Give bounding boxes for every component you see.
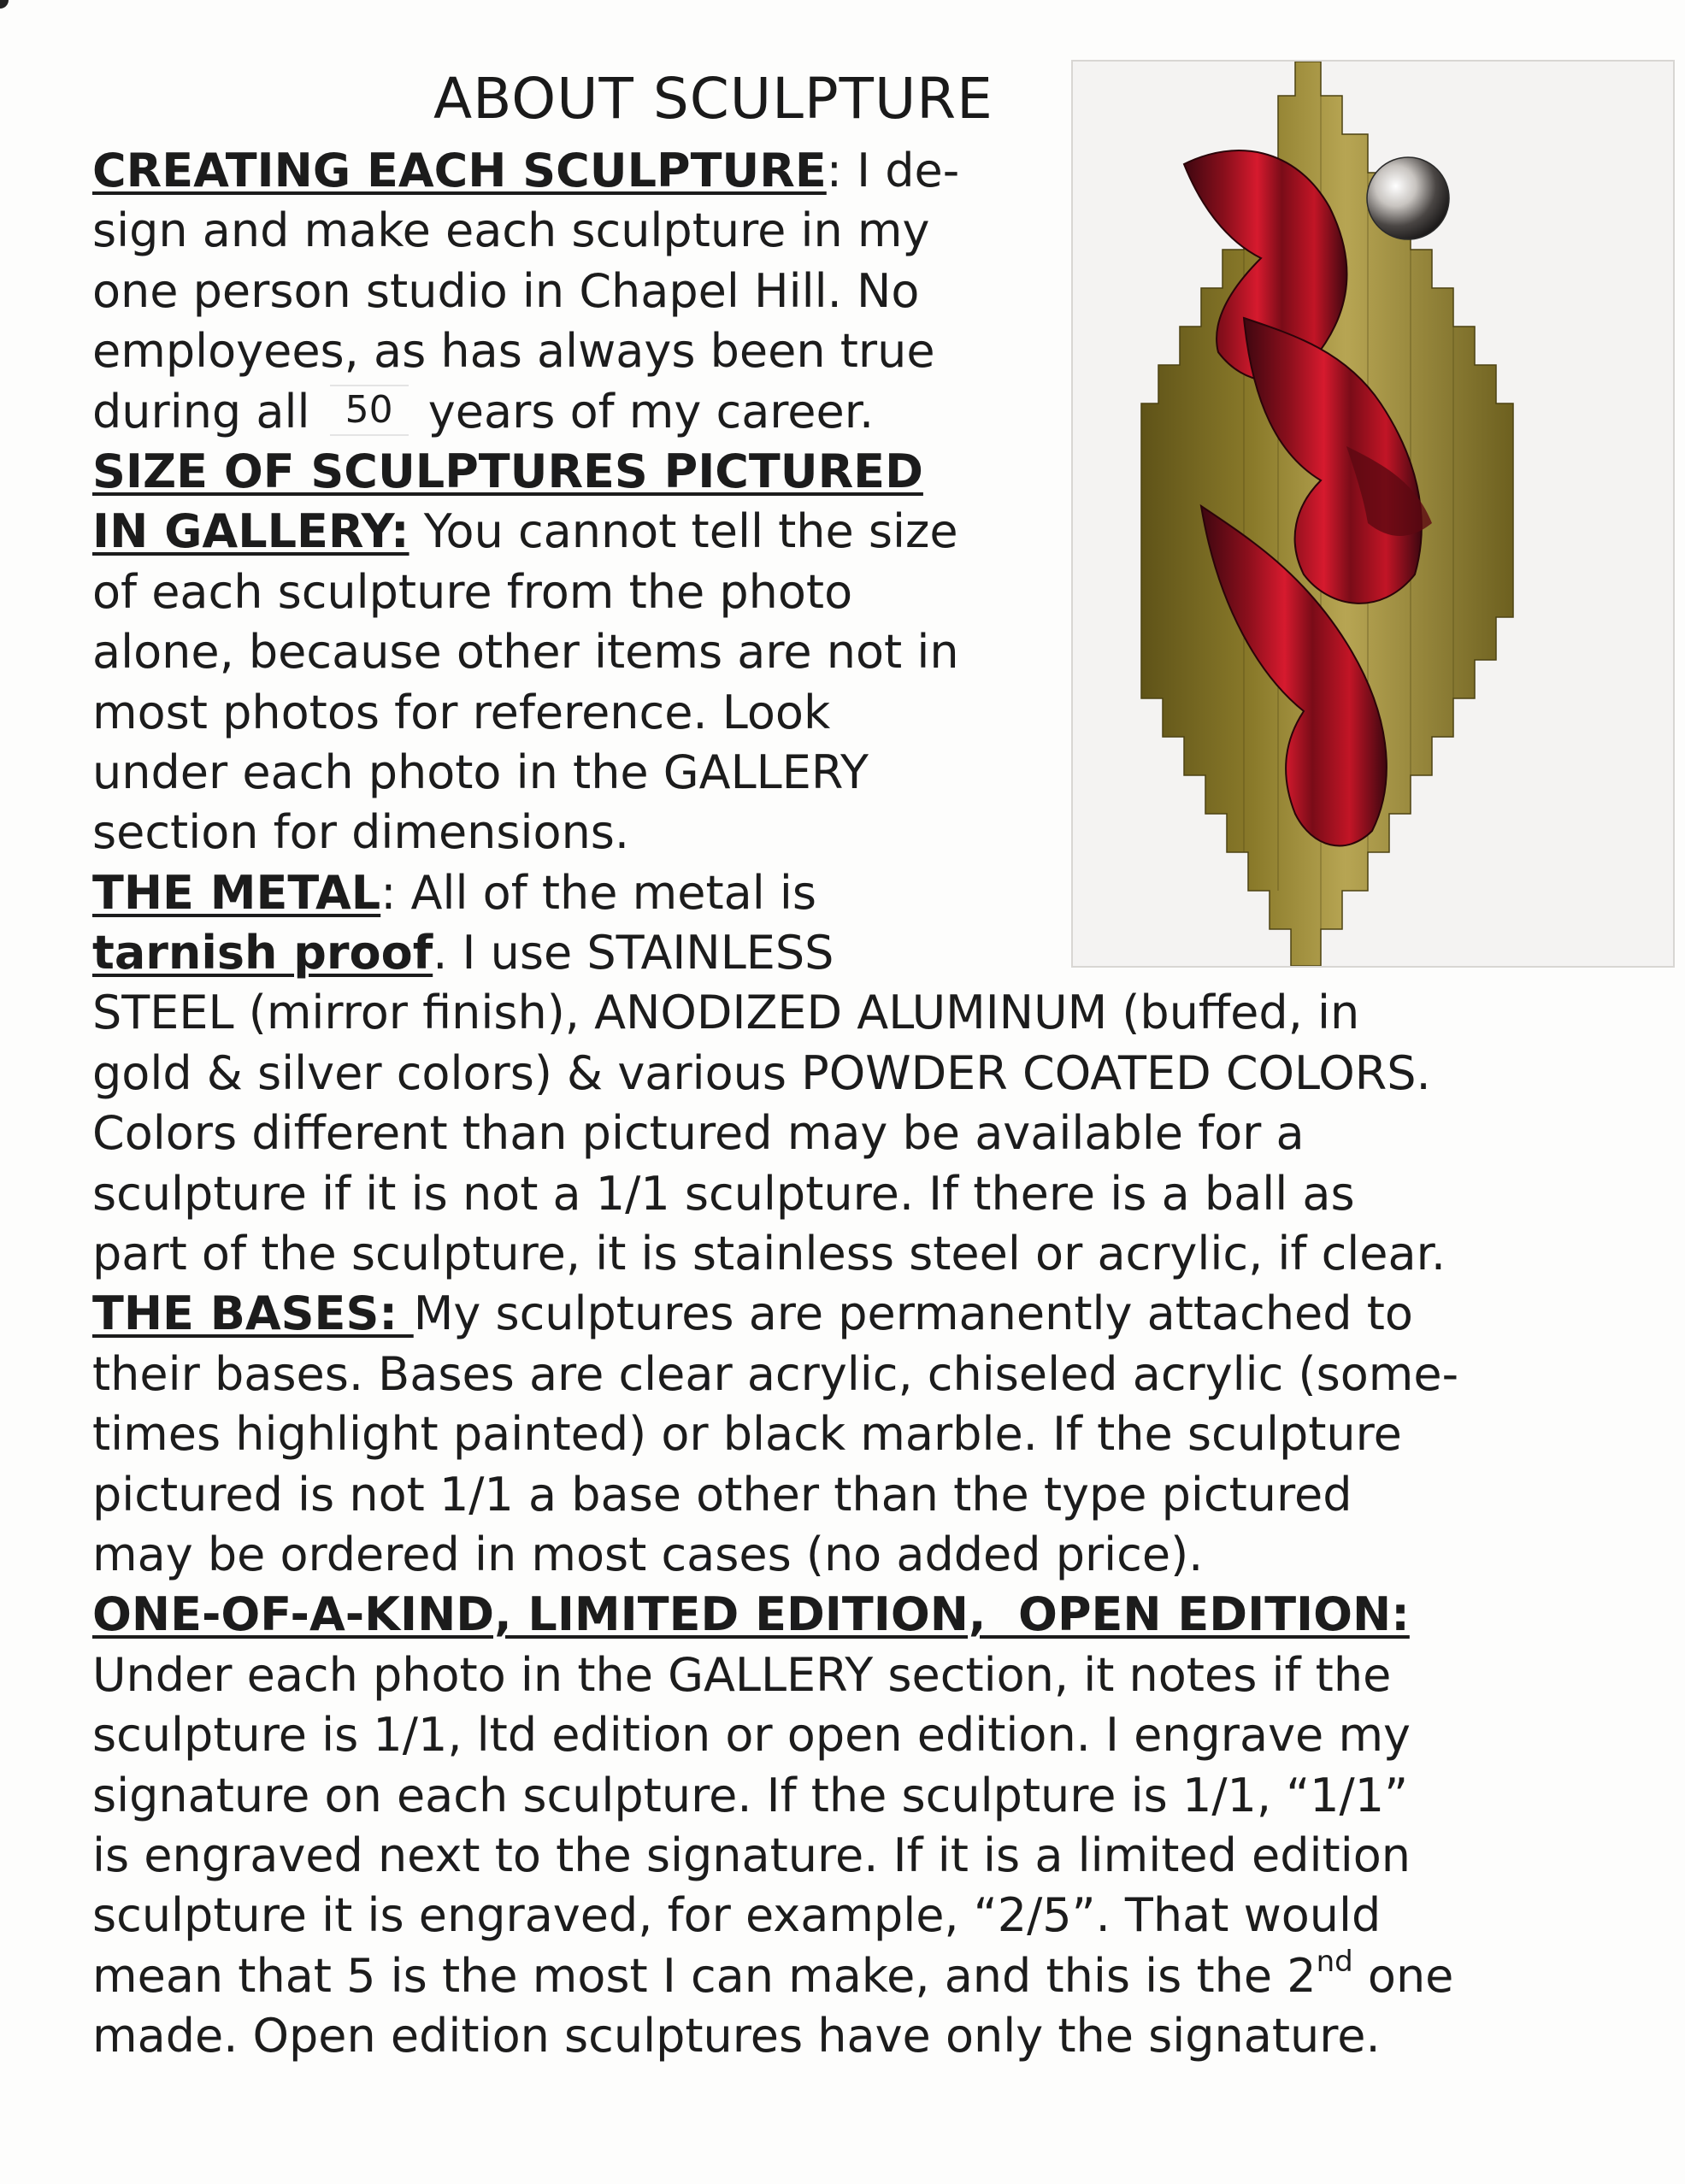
size-text-3: most photos for reference. Look	[92, 685, 831, 739]
stainless-ball	[1367, 157, 1449, 239]
bases-text-3: pictured is not 1/1 a base other than the type pictured	[92, 1467, 1352, 1522]
creating-text-6: years of my career.	[413, 384, 875, 439]
size-heading-line-2: IN GALLERY:	[92, 504, 409, 559]
metal-intro: : All of the metal is	[380, 865, 817, 920]
bases-line-1	[92, 1284, 1458, 1344]
creating-text-2: one person studio in Chapel Hill. No	[92, 263, 920, 318]
creating-text-0: : I de-	[826, 144, 960, 197]
bases-heading: THE BASES:	[92, 1286, 414, 1341]
bases-text-4: may be ordered in most cases (no added price).	[92, 1527, 1204, 1581]
metal-text-3: Colors different than pictured may be available for a	[92, 1106, 1305, 1161]
creating-heading: CREATING EACH SCULPTURE	[92, 144, 827, 197]
sculpture-image	[1073, 62, 1673, 966]
creating-text-3: employees, as has always been true	[92, 324, 935, 379]
scan-corner-mark	[0, 0, 9, 9]
creating-text-4: during all	[92, 384, 325, 439]
size-heading-line-1: SIZE OF SCULPTURES PICTURED	[92, 444, 923, 498]
editions-line-6	[92, 1946, 1458, 2006]
metal-heading: THE METAL	[92, 865, 381, 920]
tarnish-proof-emphasis: tarnish proof	[92, 926, 433, 980]
bases-text-2: times highlight painted) or black marble. If the sculpture	[92, 1407, 1402, 1462]
editions-text-8: made. Open edition sculptures have only the signature.	[92, 2009, 1381, 2063]
editions-text-0: Under each photo in the GALLERY section, it notes if the	[92, 1647, 1392, 1702]
size-text-4: under each photo in the GALLERY	[92, 745, 869, 799]
editions-text-5: mean that 5 is the most I can make, and this is the 2	[92, 1948, 1317, 2003]
metal-text-5: part of the sculpture, it is stainless steel or acrylic, if clear.	[92, 1227, 1446, 1281]
size-text-2: alone, because other items are not in	[92, 625, 959, 680]
size-text-1: of each sculpture from the photo	[92, 564, 853, 619]
page-title: ABOUT SCULPTURE	[433, 66, 993, 132]
editions-text-2: signature on each sculpture. If the sculpture is 1/1, “1/1”	[92, 1768, 1409, 1822]
ordinal-suffix: nd	[1316, 1944, 1353, 1979]
editions-text-4: sculpture it is engraved, for example, “2/5”. That would	[92, 1888, 1382, 1943]
bases-text-1: their bases. Bases are clear acrylic, chiseled acrylic (some-	[92, 1346, 1459, 1401]
metal-text-1: STEEL (mirror finish), ANODIZED ALUMINUM (buffed, in	[92, 986, 1360, 1040]
editions-text-7: one	[1352, 1948, 1454, 2003]
editions-text-1: sculpture is 1/1, ltd edition or open edition. I engrave my	[92, 1708, 1411, 1763]
size-text-5: section for dimensions.	[92, 805, 630, 860]
bases-text-0: My sculptures are permanently attached to	[413, 1286, 1413, 1341]
metal-text-0: . I use STAINLESS	[433, 926, 834, 980]
metal-text-4: sculpture if it is not a 1/1 sculpture. If there is a ball as	[92, 1166, 1355, 1221]
size-text-0: You cannot tell the size	[409, 504, 958, 559]
editions-text-3: is engraved next to the signature. If it is a limited edition	[92, 1828, 1411, 1882]
sculpture-photo	[1071, 60, 1675, 968]
years-number-box: 50	[330, 385, 409, 436]
metal-text-2: gold & silver colors) & various POWDER COATED COLORS.	[92, 1045, 1431, 1100]
creating-text-1: sign and make each sculpture in my	[92, 203, 930, 258]
editions-heading: ONE-OF-A-KIND, LIMITED EDITION, OPEN EDITION:	[92, 1587, 1410, 1642]
